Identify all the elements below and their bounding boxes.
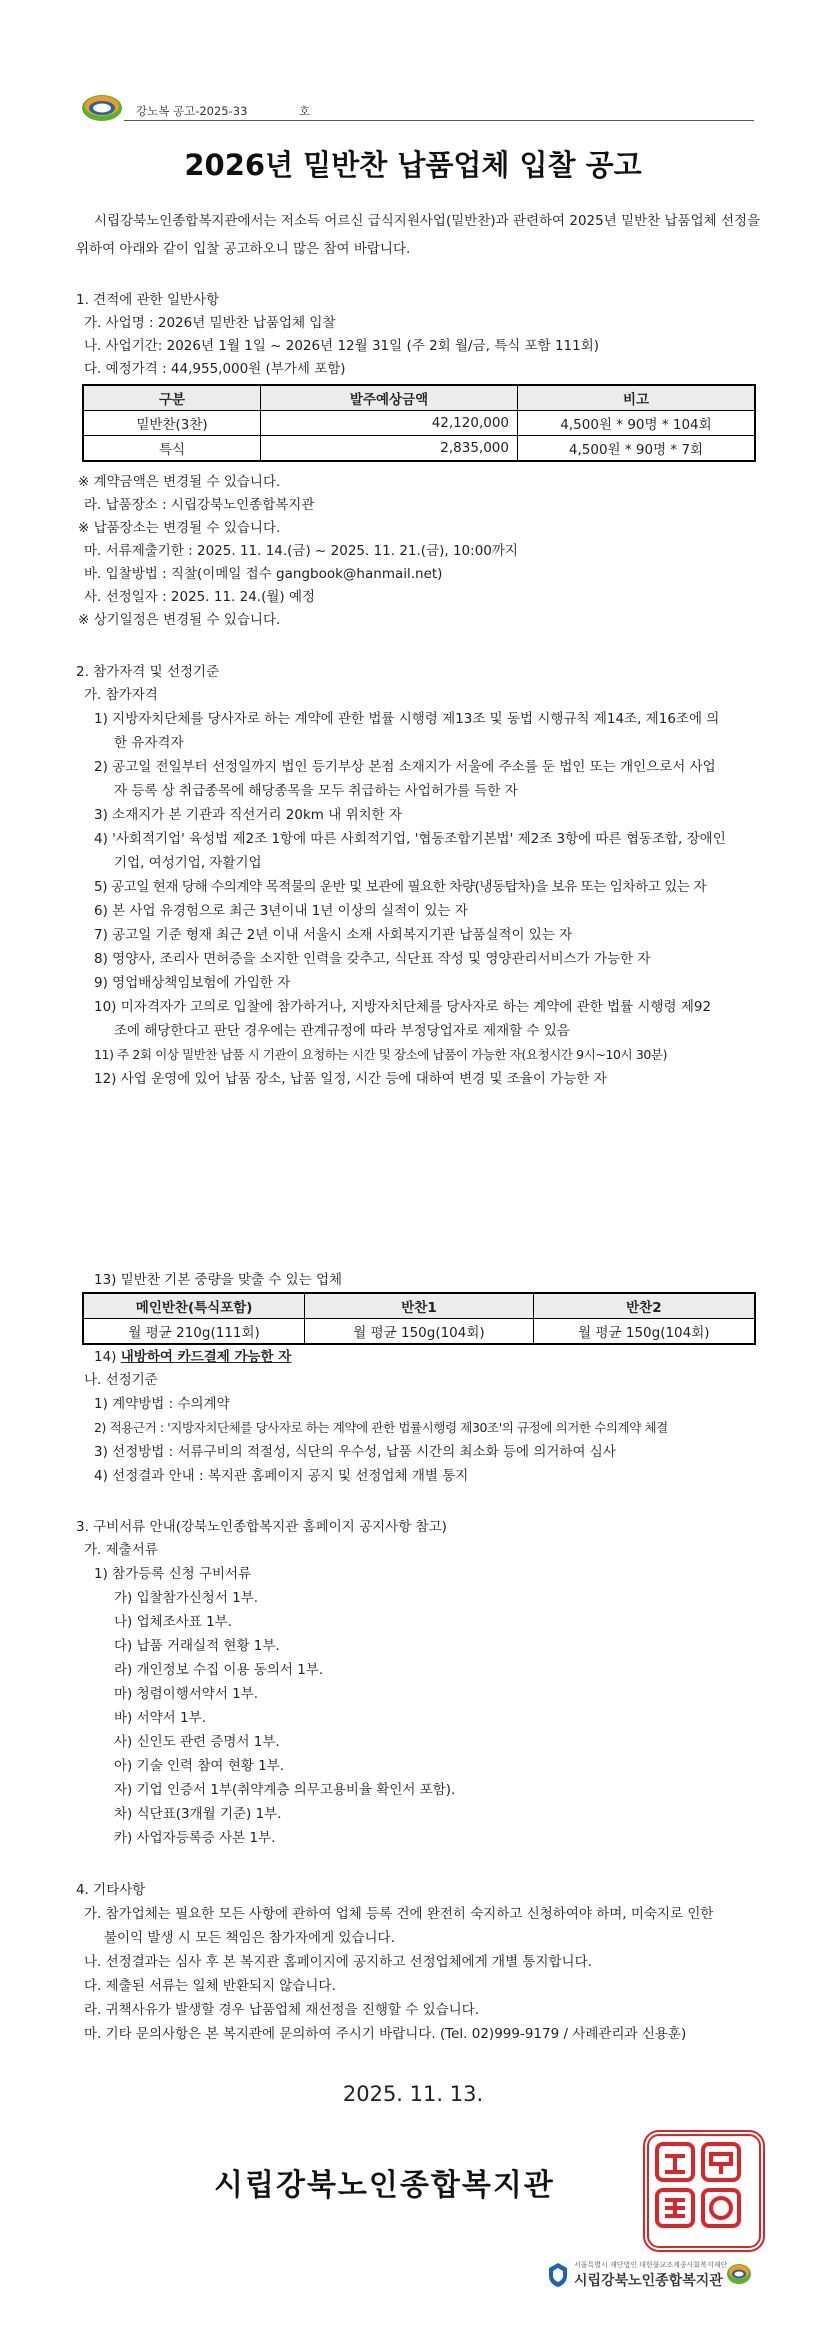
section2-heading: 2. 참가자격 및 선정기준 <box>76 664 220 680</box>
section1-item: 다. 예정가격 : 44,955,000원 (부가세 포함) <box>84 361 346 377</box>
signer-name: 시립강북노인종합복지관 <box>214 2168 555 2203</box>
section1-note: ※ 상기일정은 변경될 수 있습니다. <box>78 612 281 628</box>
document-item: 카) 사업자등록증 사본 1부. <box>114 1830 276 1846</box>
table-cell: 42,120,000 <box>261 411 518 436</box>
misc-item: 나. 선정결과는 심사 후 본 복지관 홈페이지에 공지하고 선정업체에게 개별 통지합니다. <box>84 1954 592 1970</box>
doc-ho: 호 <box>299 104 311 118</box>
table-cell: 월 평균 150g(104회) <box>305 1319 533 1345</box>
section1-note: ※ 납품장소는 변경될 수 있습니다. <box>78 520 281 536</box>
qualification-item: 9) 영업배상책임보험에 가입한 자 <box>94 975 291 991</box>
table-header-cell: 반찬1 <box>305 1293 533 1319</box>
criteria-item: 3) 선정방법 : 서류구비의 적절성, 식단의 우수성, 납품 시간의 최소화 등에 의거하여 심사 <box>94 1444 616 1460</box>
table-cell: 4,500원 * 90명 * 7회 <box>518 436 756 462</box>
misc-item: 마. 기타 문의사항은 본 복지관에 문의하여 주시기 바랍니다. (Tel. 02)999-9179 / 사례관리과 신용훈) <box>84 2026 687 2042</box>
criteria-item: 1) 계약방법 : 수의계약 <box>94 1396 230 1412</box>
table-header-row <box>83 1293 755 1319</box>
header-logo-icon <box>80 93 124 123</box>
qualification-item: 8) 영양사, 조리사 면허증을 소지한 인력을 갖추고, 식단표 작성 및 영양관리서비스가 가능한 자 <box>94 951 651 967</box>
issue-date: 2025. 11. 13. <box>342 2082 484 2106</box>
table-row <box>83 1319 755 1345</box>
misc-item: 라. 귀책사유가 발생할 경우 납품업체 재선정을 진행할 수 있습니다. <box>84 2002 480 2018</box>
document-item: 나) 업체조사표 1부. <box>114 1614 233 1630</box>
section1-note: 사. 선정일자 : 2025. 11. 24.(월) 예정 <box>84 589 316 605</box>
criteria-item: 4) 선정결과 안내 : 복지관 홈페이지 공지 및 선정업체 개별 통지 <box>94 1468 469 1484</box>
section3-sub-a: 가. 제출서류 <box>84 1542 158 1558</box>
section1-note: 라. 납품장소 : 시립강북노인종합복지관 <box>84 497 315 513</box>
qualification-item: 13) 밑반찬 기본 중량을 맞출 수 있는 업체 <box>94 1272 343 1288</box>
section1-item: 가. 사업명 : 2026년 밑반찬 납품업체 입찰 <box>84 315 336 331</box>
table-header-row <box>83 385 755 411</box>
table-row <box>83 436 755 462</box>
section1-note: ※ 계약금액은 변경될 수 있습니다. <box>78 474 281 490</box>
misc-item: 다. 제출된 서류는 일체 반환되지 않습니다. <box>84 1978 336 1994</box>
section4-heading: 4. 기타사항 <box>76 1882 146 1898</box>
table-cell: 월 평균 150g(104회) <box>533 1319 755 1345</box>
document-item: 바) 서약서 1부. <box>114 1710 206 1726</box>
weight-table <box>82 1292 756 1345</box>
footer-logo-mark-icon <box>726 2262 752 2286</box>
table-header-cell: 발주예상금액 <box>261 385 518 411</box>
document-item: 마) 청렴이행서약서 1부. <box>114 1686 259 1702</box>
header-divider <box>124 120 754 121</box>
document-item: 가) 입찰참가신청서 1부. <box>114 1590 259 1606</box>
table-row <box>83 411 755 436</box>
qualification-item-cont: 조에 해당한다고 판단 경우에는 관계규정에 따라 부정당업자로 제재할 수 있음 <box>114 1023 570 1039</box>
qualification-item: 5) 공고일 현재 당해 수의계약 목적물의 운반 및 보관에 필요한 차량(냉동탑차)을 보유 또는 임차하고 있는 자 <box>94 879 707 895</box>
document-item: 다) 납품 거래실적 현황 1부. <box>114 1638 280 1654</box>
section1-note: 바. 입찰방법 : 직찰(이메일 접수 gangbook@hanmail.net) <box>84 566 443 582</box>
qualification-item: 11) 주 2회 이상 밑반찬 납품 시 기관이 요청하는 시간 및 장소에 납품이 가능한 자(요청시간 9시~10시 30분) <box>94 1047 668 1062</box>
table-cell: 특식 <box>83 436 261 462</box>
section1-note: 마. 서류제출기한 : 2025. 11. 14.(금) ~ 2025. 11. 21.(금), 10:00까지 <box>84 543 518 559</box>
table-header-cell: 메인반찬(특식포함) <box>83 1293 305 1319</box>
misc-item: 가. 참가업체는 필요한 모든 사항에 관하여 업체 등록 건에 완전히 숙지하고 신청하여야 하며, 미숙지로 인한 <box>84 1906 714 1922</box>
qualification-item: 4) '사회적기업' 육성법 제2조 1항에 따른 사회적기업, '협동조합기본법' 제2조 3항에 따른 협동조합, 장애인 <box>94 831 726 847</box>
footer-logo-line2: 시립강북노인종합복지관 <box>574 2273 723 2289</box>
table-header-cell: 구분 <box>83 385 261 411</box>
table-cell: 밑반찬(3찬) <box>83 411 261 436</box>
qualification-item: 3) 소재지가 본 기관과 직선거리 20km 내 위치한 자 <box>94 807 403 823</box>
qualification-item: 2) 공고일 전일부터 선정일까지 법인 등기부상 본점 소재지가 서울에 주소를 둔 법인 또는 개인으로서 사업 <box>94 759 716 775</box>
misc-item-cont: 불이익 발생 시 모든 책임은 참가자에게 있습니다. <box>104 1930 395 1946</box>
footer-logo-emblem-icon <box>548 2262 568 2288</box>
qualification-item: 1) 지방자치단체를 당사자로 하는 계약에 관한 법률 시행령 제13조 및 동법 시행규칙 제14조, 제16조에 의 <box>94 711 720 727</box>
section3-heading: 3. 구비서류 안내(강북노인종합복지관 홈페이지 공지사항 참고) <box>76 1519 447 1535</box>
document-item: 아) 기술 인력 참여 현황 1부. <box>114 1758 285 1774</box>
document-item: 자) 기업 인증서 1부(취약계층 의무고용비율 확인서 포함). <box>114 1782 456 1798</box>
intro-paragraph: 시립강북노인종합복지관에서는 저소득 어르신 급식지원사업(밑반찬)과 관련하여 2025년 밑반찬 납품업체 선정을 위하여 아래와 같이 입찰 공고하오니 많은 참여 바랍니다. <box>76 213 761 257</box>
section2-sub-b: 나. 선정기준 <box>84 1372 158 1388</box>
section1-item: 나. 사업기간: 2026년 1월 1일 ~ 2026년 12월 31일 (주 2회 월/금, 특식 포함 111회) <box>84 338 600 354</box>
qualification-item: 7) 공고일 기준 형재 최근 2년 이내 서울시 소재 사회복지기관 납품실적이 있는 자 <box>94 927 573 943</box>
table-cell: 월 평균 210g(111회) <box>83 1319 305 1345</box>
table-cell: 4,500원 * 90명 * 104회 <box>518 411 756 436</box>
table-header-cell: 반찬2 <box>533 1293 755 1319</box>
qualification-item: 10) 미자격자가 고의로 입찰에 참가하거나, 지방자치단체를 당사자로 하는 계약에 관한 법률 시행령 제92 <box>94 999 712 1015</box>
qualification-item-cont: 기업, 여성기업, 자활기업 <box>114 855 262 871</box>
document-item: 사) 신인도 관련 증명서 1부. <box>114 1734 280 1750</box>
section3-sub-1: 1) 참가등록 신청 구비서류 <box>94 1566 252 1582</box>
qualification-item-cont: 한 유자격자 <box>114 735 184 751</box>
section2-sub-a: 가. 참가자격 <box>84 687 158 703</box>
document-item: 차) 식단표(3개월 기준) 1부. <box>114 1806 282 1822</box>
qualification-item: 12) 사업 운영에 있어 납품 장소, 납품 일정, 시간 등에 대하여 변경 및 조율이 가능한 자 <box>94 1071 607 1087</box>
table-cell: 2,835,000 <box>261 436 518 462</box>
doc-number: 강노복 공고-2025-33 <box>136 104 248 118</box>
document-item: 라) 개인정보 수집 이용 동의서 1부. <box>114 1662 324 1678</box>
qualification-item-cont: 자 등록 상 취급종목에 해당종목을 모두 취급하는 사업허가를 득한 자 <box>114 783 518 799</box>
qualification-item: 6) 본 사업 유경험으로 최근 3년이내 1년 이상의 실적이 있는 자 <box>94 903 468 919</box>
criteria-item: 2) 적용근거 : '지방자치단체를 당사자로 하는 계약에 관한 법률시행령 제30조'의 규정에 의거한 수의계약 체결 <box>94 1420 668 1435</box>
footer-logo-line1: 서울특별시 재단법인 대한불교조계종사회복지재단 <box>574 2261 728 2269</box>
budget-table <box>82 384 756 462</box>
item-number: 14) <box>94 1349 117 1365</box>
table-header-cell: 비고 <box>518 385 756 411</box>
item-text-underlined: 내방하여 카드결제 가능한 자 <box>120 1349 292 1365</box>
official-seal-icon <box>643 2130 765 2252</box>
section1-heading: 1. 견적에 관한 일반사항 <box>76 292 220 308</box>
qualification-item-14 <box>94 1347 291 1367</box>
page-title: 2026년 밑반찬 납품업체 입찰 공고 <box>184 148 642 182</box>
